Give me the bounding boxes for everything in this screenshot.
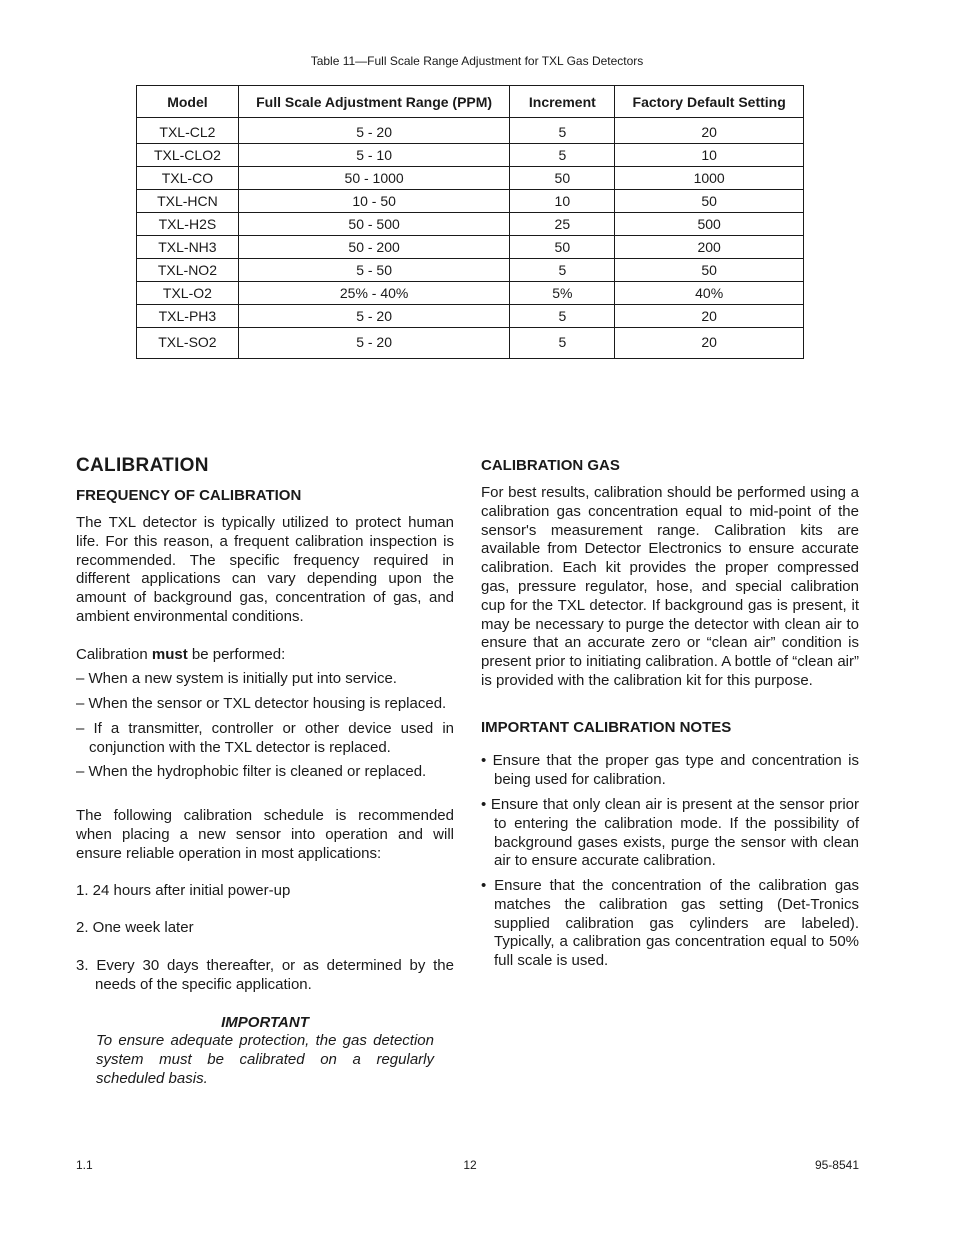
must-performed-line [76, 646, 454, 665]
table-row [137, 328, 804, 359]
table-row [137, 167, 804, 190]
table-caption: Table 11—Full Scale Range Adjustment for TXL Gas Detectors [310, 54, 644, 68]
cell-increment: 5 [510, 305, 615, 328]
cell-increment: 5 [510, 328, 615, 359]
frequency-heading: FREQUENCY OF CALIBRATION [76, 487, 302, 504]
cell-default: 50 [615, 190, 804, 213]
important-body: To ensure adequate protection, the gas detection system must be calibrated on a regularly scheduled basis. [96, 1032, 434, 1087]
list-item: 2. One week later [76, 919, 194, 936]
cell-default: 20 [615, 118, 804, 144]
cell-model: TXL-CO [137, 167, 239, 190]
cell-range: 50 - 500 [238, 213, 510, 236]
cell-default: 10 [615, 144, 804, 167]
cell-default: 500 [615, 213, 804, 236]
cell-increment: 10 [510, 190, 615, 213]
notes-heading: IMPORTANT CALIBRATION NOTES [481, 719, 732, 736]
table-row [137, 305, 804, 328]
cell-default: 200 [615, 236, 804, 259]
cell-default: 1000 [615, 167, 804, 190]
calibration-gas-paragraph: For best results, calibration should be performed using a calibration gas concentration equal to mid-point of the sensor's measurement range. Calibration kits are available from Detector Electronics to ensure accurate calibration. Each kit provides the proper compressed gas, pressure regulator, hose, and special calibration cup for the TXL detector. If background gas is present, it may be necessary to purge the detector with clean air to ensure that an accurate zero or “clean air” condition is present prior to initiating calibration. A bottle of “clean air” is provided with the calibration kit for this purpose. [481, 484, 859, 689]
footer-version: 1.1 [76, 1158, 93, 1172]
cell-range: 5 - 20 [238, 305, 510, 328]
cell-range: 5 - 50 [238, 259, 510, 282]
header-default: Factory Default Setting [615, 86, 804, 118]
cell-range: 5 - 20 [238, 118, 510, 144]
cell-model: TXL-NO2 [137, 259, 239, 282]
table-row [137, 282, 804, 305]
header-range: Full Scale Adjustment Range (PPM) [238, 86, 510, 118]
footer-page-number: 12 [463, 1158, 477, 1172]
calibration-heading: CALIBRATION [76, 455, 209, 476]
cell-default: 20 [615, 328, 804, 359]
list-item: 1. 24 hours after initial power-up [76, 882, 291, 899]
list-item: • Ensure that the concentration of the calibration gas matches the calibration gas setting (Det-Tronics supplied calibration gas cylinders are labeled). Typically, a calibration gas concentration equal to 50% full scale is used. [481, 877, 859, 970]
table-row [137, 213, 804, 236]
cell-model: TXL-NH3 [137, 236, 239, 259]
cell-range: 25% - 40% [238, 282, 510, 305]
list-item: • Ensure that only clean air is present at the sensor prior to entering the calibration mode. If the possibility of background gases exists, purge the sensor with clean air to ensure accurate calibration. [481, 796, 859, 870]
must-suffix: be performed: [187, 646, 286, 663]
cell-default: 40% [615, 282, 804, 305]
must-bold: must [151, 646, 188, 663]
list-item: • Ensure that the proper gas type and concentration is being used for calibration. [481, 752, 859, 788]
cell-range: 50 - 200 [238, 236, 510, 259]
footer-doc-number: 95-8541 [814, 1158, 859, 1172]
header-model: Model [137, 86, 239, 118]
cell-model: TXL-CL2 [137, 118, 239, 144]
list-item: – When the hydrophobic filter is cleaned or replaced. [76, 763, 427, 780]
calibration-gas-heading: CALIBRATION GAS [481, 457, 620, 474]
cell-range: 5 - 20 [238, 328, 510, 359]
cell-range: 50 - 1000 [238, 167, 510, 190]
cell-increment: 5 [510, 118, 615, 144]
table-row [137, 259, 804, 282]
cell-increment: 5% [510, 282, 615, 305]
frequency-paragraph: The TXL detector is typically utilized to protect human life. For this reason, a frequent calibration inspection is recommended. The specific frequency required in different applications can vary depending upon the amount of background gas, concentration of gas, and ambient environmental conditions. [76, 514, 454, 625]
cell-increment: 50 [510, 167, 615, 190]
cell-model: TXL-HCN [137, 190, 239, 213]
list-item: – When the sensor or TXL detector housing is replaced. [76, 695, 447, 712]
cell-model: TXL-SO2 [137, 328, 239, 359]
cell-model: TXL-O2 [137, 282, 239, 305]
full-scale-range-table [136, 85, 804, 359]
cell-increment: 5 [510, 259, 615, 282]
list-item: 3. Every 30 days thereafter, or as determined by the needs of the specific application. [76, 957, 454, 993]
table-row [137, 190, 804, 213]
important-title: IMPORTANT [221, 1014, 309, 1031]
list-item: – When a new system is initially put into service. [76, 670, 397, 687]
cell-default: 20 [615, 305, 804, 328]
cell-default: 50 [615, 259, 804, 282]
schedule-paragraph: The following calibration schedule is recommended when placing a new sensor into operation and will ensure reliable operation in most applications: [76, 807, 454, 862]
must-prefix: Calibration [76, 646, 152, 663]
cell-increment: 5 [510, 144, 615, 167]
table-row [137, 144, 804, 167]
cell-increment: 50 [510, 236, 615, 259]
list-item: – If a transmitter, controller or other device used in conjunction with the TXL detector is replaced. [76, 720, 454, 756]
table-row [137, 236, 804, 259]
cell-model: TXL-PH3 [137, 305, 239, 328]
cell-range: 5 - 10 [238, 144, 510, 167]
header-increment: Increment [510, 86, 615, 118]
cell-model: TXL-H2S [137, 213, 239, 236]
cell-range: 10 - 50 [238, 190, 510, 213]
table-row [137, 118, 804, 144]
cell-model: TXL-CLO2 [137, 144, 239, 167]
cell-increment: 25 [510, 213, 615, 236]
table-header-row [137, 86, 804, 118]
